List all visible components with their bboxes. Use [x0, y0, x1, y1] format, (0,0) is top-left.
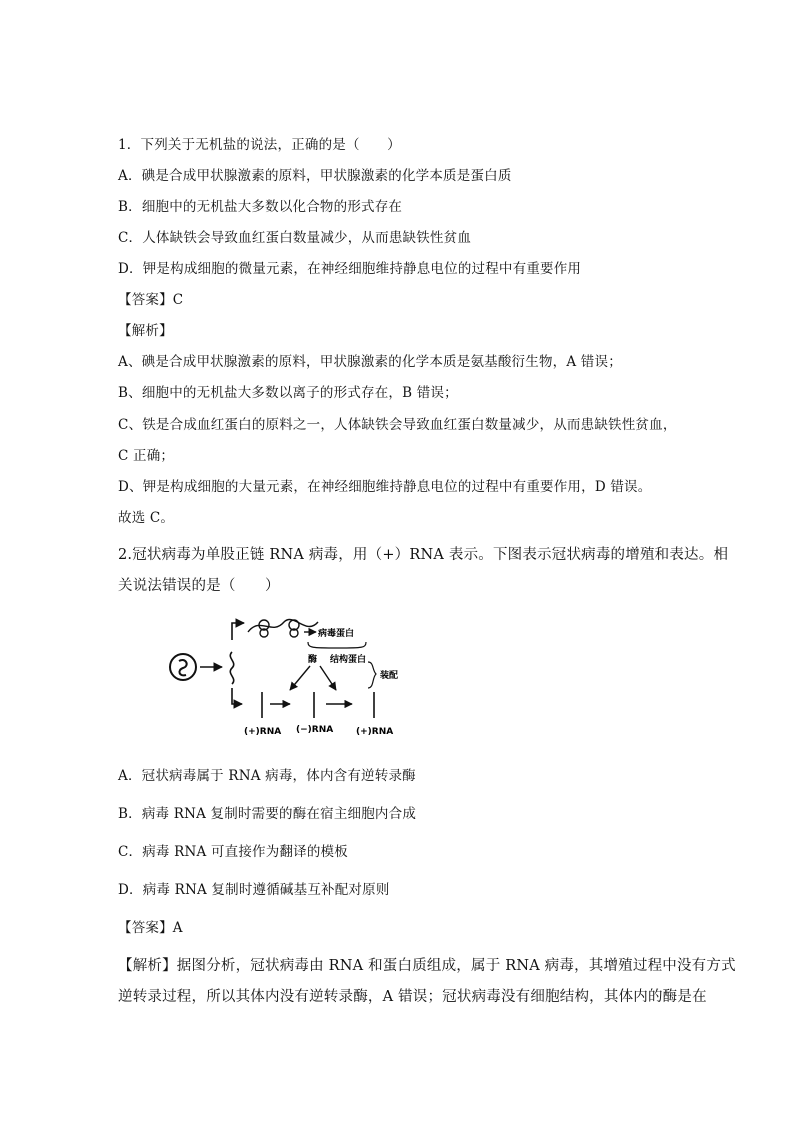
label-rna-plus: (+)RNA — [244, 727, 282, 737]
q1-analysis-line: D、钾是构成细胞的大量元素，在神经细胞维持静息电位的过程中有重要作用，D 错误。 — [118, 479, 652, 495]
q2-stem-line: 2.冠状病毒为单股正链 RNA 病毒，用（+）RNA 表示。下图表示冠状病毒的增殖和表达。相 — [118, 547, 729, 563]
enzyme-arrow — [320, 666, 336, 690]
q2-option-c: C．病毒 RNA 可直接作为翻译的模板 — [118, 844, 348, 860]
translation-branch — [232, 623, 244, 640]
assembly-brace — [368, 662, 376, 688]
virus-particle-icon — [170, 654, 196, 680]
label-viral-protein: 病毒蛋白 — [318, 629, 355, 639]
q2-analysis-line: 逆转录过程，所以其体内没有逆转录酶，A 错误；冠状病毒没有细胞结构，其体内的酶是在 — [118, 989, 707, 1005]
label-structural-protein: 结构蛋白 — [330, 655, 367, 665]
label-rna-plus: (+)RNA — [356, 727, 394, 737]
q1-analysis-line: C 正确； — [118, 448, 175, 464]
q2-option-b: B．病毒 RNA 复制时需要的酶在宿主细胞内合成 — [118, 806, 417, 822]
q1-option-a: A．碘是合成甲状腺激素的原料，甲状腺激素的化学本质是蛋白质 — [118, 168, 512, 184]
label-rna-minus: (−)RNA — [296, 725, 334, 735]
q2-analysis-line: 【解析】据图分析，冠状病毒由 RNA 和蛋白质组成，属于 RNA 病毒，其增殖过程中没有方式 — [118, 958, 736, 974]
virus-replication-diagram — [160, 606, 400, 740]
q1-analysis-line: 故选 C。 — [118, 510, 175, 526]
q2-stem-line: 关说法错误的是（ ） — [118, 578, 280, 594]
protein-brace — [308, 642, 366, 648]
label-assembly: 装配 — [380, 671, 399, 681]
label-enzyme: 酶 — [308, 655, 318, 665]
q1-option-b: B．细胞中的无机盐大多数以化合物的形式存在 — [118, 199, 403, 215]
q2-option-a: A．冠状病毒属于 RNA 病毒，体内含有逆转录酶 — [118, 768, 416, 784]
q2-option-d: D．病毒 RNA 复制时遵循碱基互补配对原则 — [118, 882, 390, 898]
q1-analysis-label: 【解析】 — [118, 323, 173, 339]
q1-option-c: C．人体缺铁会导致血红蛋白数量减少，从而患缺铁性贫血 — [118, 230, 472, 246]
q1-answer: 【答案】C — [118, 292, 184, 308]
q1-stem: 1．下列关于无机盐的说法，正确的是（ ） — [118, 137, 401, 153]
q1-analysis-line: B、细胞中的无机盐大多数以离子的形式存在，B 错误； — [118, 385, 458, 401]
replication-branch — [232, 688, 242, 704]
q2-answer: 【答案】A — [118, 920, 183, 936]
q1-analysis-line: C、铁是合成血红蛋白的原料之一，人体缺铁会导致血红蛋白数量减少，从而患缺铁性贫血， — [118, 417, 677, 433]
enzyme-arrow — [290, 666, 310, 690]
ribosome-icon — [259, 620, 269, 637]
q1-option-d: D．钾是构成细胞的微量元素，在神经细胞维持静息电位的过程中有重要作用 — [118, 261, 582, 277]
rna-strand-icon — [230, 652, 233, 684]
q1-analysis-line: A、碘是合成甲状腺激素的原料，甲状腺激素的化学本质是氨基酸衍生物，A 错误； — [118, 354, 622, 370]
